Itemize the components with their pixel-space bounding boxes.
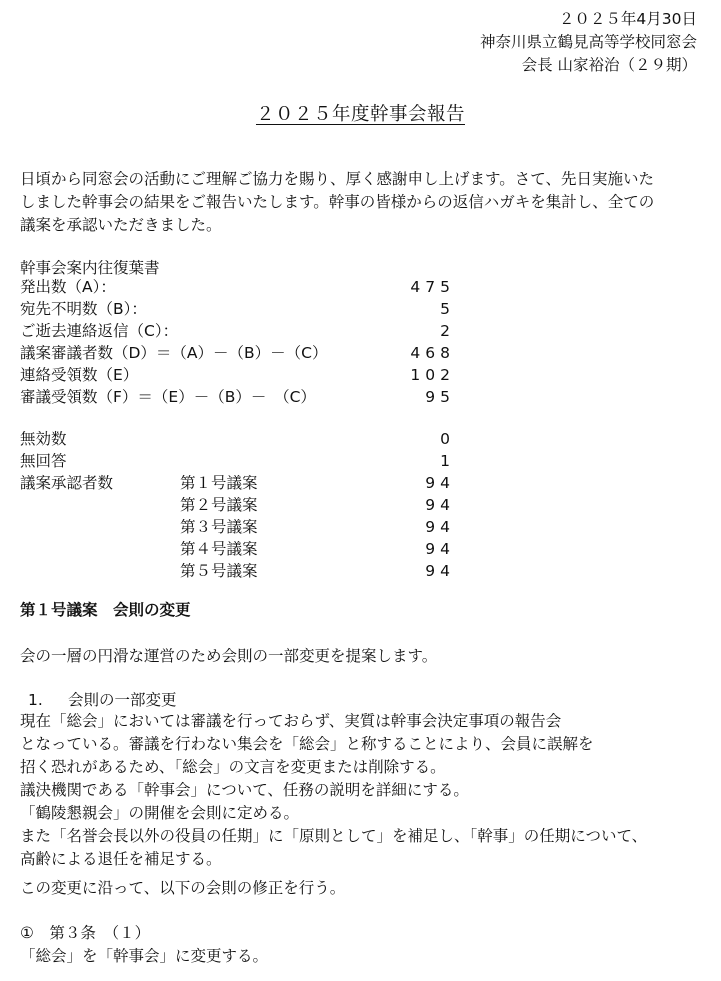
body-line: 招く恐れがあるため、「総会」の文言を変更または削除する。	[20, 758, 446, 776]
clause-section	[20, 922, 710, 968]
approval-value: 94	[425, 474, 455, 492]
stat-value: 5	[440, 300, 455, 318]
stat-label: 議案審議者数（D）＝（A）－（B）－（C）	[20, 344, 328, 362]
stat-label: 無回答	[20, 452, 67, 470]
approval-label: 第５号議案	[180, 562, 258, 580]
body-line: 「鶴陵懇親会」の開催を会則に定める。	[20, 804, 300, 822]
stat-row	[20, 342, 455, 364]
approval-value: 94	[425, 562, 455, 580]
stat-label: ご逝去連絡返信（C）：	[20, 322, 179, 340]
body-line: 議決機関である「幹事会」について、任務の説明を詳細にする。	[20, 781, 469, 799]
stat-value: 0	[440, 430, 455, 448]
stat-label: 連絡受領数（E）	[20, 366, 139, 384]
stat-row	[20, 450, 455, 472]
stat-row	[20, 364, 455, 386]
proposal-body	[20, 710, 710, 871]
stat-label: 発出数（A）：	[20, 278, 116, 296]
date: ２０２５年4月30日	[558, 10, 697, 28]
approval-label: 第３号議案	[180, 518, 258, 536]
intro-line: 日頃から同窓会の活動にご理解ご協力を賜り、厚く感謝申し上げます。さて、先日実施いた	[20, 170, 654, 188]
proposal-summary: 会の一層の円滑な運営のため会則の一部変更を提案します。	[20, 647, 438, 665]
clause-number: ① 第３条 （１）	[20, 924, 151, 942]
stat-value: 102	[410, 366, 455, 384]
title-text: ２０２５年度幹事会報告	[255, 104, 465, 125]
approval-row	[20, 538, 455, 560]
approval-row	[20, 494, 455, 516]
stat-label: 審議受領数（F）＝（E）－（B）－ （C）	[20, 388, 316, 406]
approval-row	[20, 516, 455, 538]
approval-row	[20, 472, 455, 494]
approval-label: 第１号議案	[180, 474, 258, 492]
intro-line: 議案を承認いただきました。	[20, 216, 222, 234]
approval-row	[20, 560, 455, 582]
stat-value: 475	[410, 278, 455, 296]
stat-value: 1	[440, 452, 455, 470]
approval-value: 94	[425, 540, 455, 558]
stat-label: 無効数	[20, 430, 67, 448]
proposal-heading: 第１号議案 会則の変更	[20, 601, 191, 619]
body-line: 現在「総会」においては審議を行っておらず、実質は幹事会決定事項の報告会	[20, 712, 562, 730]
document-title	[0, 100, 721, 126]
stat-label: 宛先不明数（B）：	[20, 300, 147, 318]
stat-row	[20, 386, 455, 408]
item-title: 会則の一部変更	[68, 691, 177, 709]
organization-name: 神奈川県立鶴見高等学校同窓会	[479, 33, 697, 51]
stat-value: 2	[440, 322, 455, 340]
body-line: また「名誉会長以外の役員の任期」に「原則として」を補足し、「幹事」の任期について、	[20, 827, 648, 845]
body-line: となっている。審議を行わない集会を「総会」と称することにより、会員に誤解を	[20, 735, 594, 753]
body-line: 高齢による退任を補足する。	[20, 850, 222, 868]
follow-text: この変更に沿って、以下の会則の修正を行う。	[20, 879, 346, 897]
clause-text: 「総会」を「幹事会」に変更する。	[20, 947, 269, 965]
approval-label: 第４号議案	[180, 540, 258, 558]
stat-value: 468	[410, 344, 455, 362]
item-heading	[20, 688, 177, 710]
stat-row	[20, 276, 455, 298]
approval-label: 第２号議案	[180, 496, 258, 514]
stats-section-label: 幹事会案内往復葉書	[20, 259, 160, 277]
stat-value: 95	[425, 388, 455, 406]
stat-row	[20, 298, 455, 320]
intro-paragraph	[20, 168, 710, 237]
letter-header	[480, 8, 697, 77]
stat-row	[20, 320, 455, 342]
approval-value: 94	[425, 518, 455, 536]
intro-line: しました幹事会の結果をご報告いたします。幹事の皆様からの返信ハガキを集計し、全ての	[20, 193, 655, 211]
approval-section-label: 議案承認者数	[20, 474, 114, 492]
stat-row	[20, 428, 455, 450]
item-number: 1.	[28, 691, 43, 709]
approval-value: 94	[425, 496, 455, 514]
signatory: 会長 山家裕治（２９期）	[521, 56, 697, 74]
